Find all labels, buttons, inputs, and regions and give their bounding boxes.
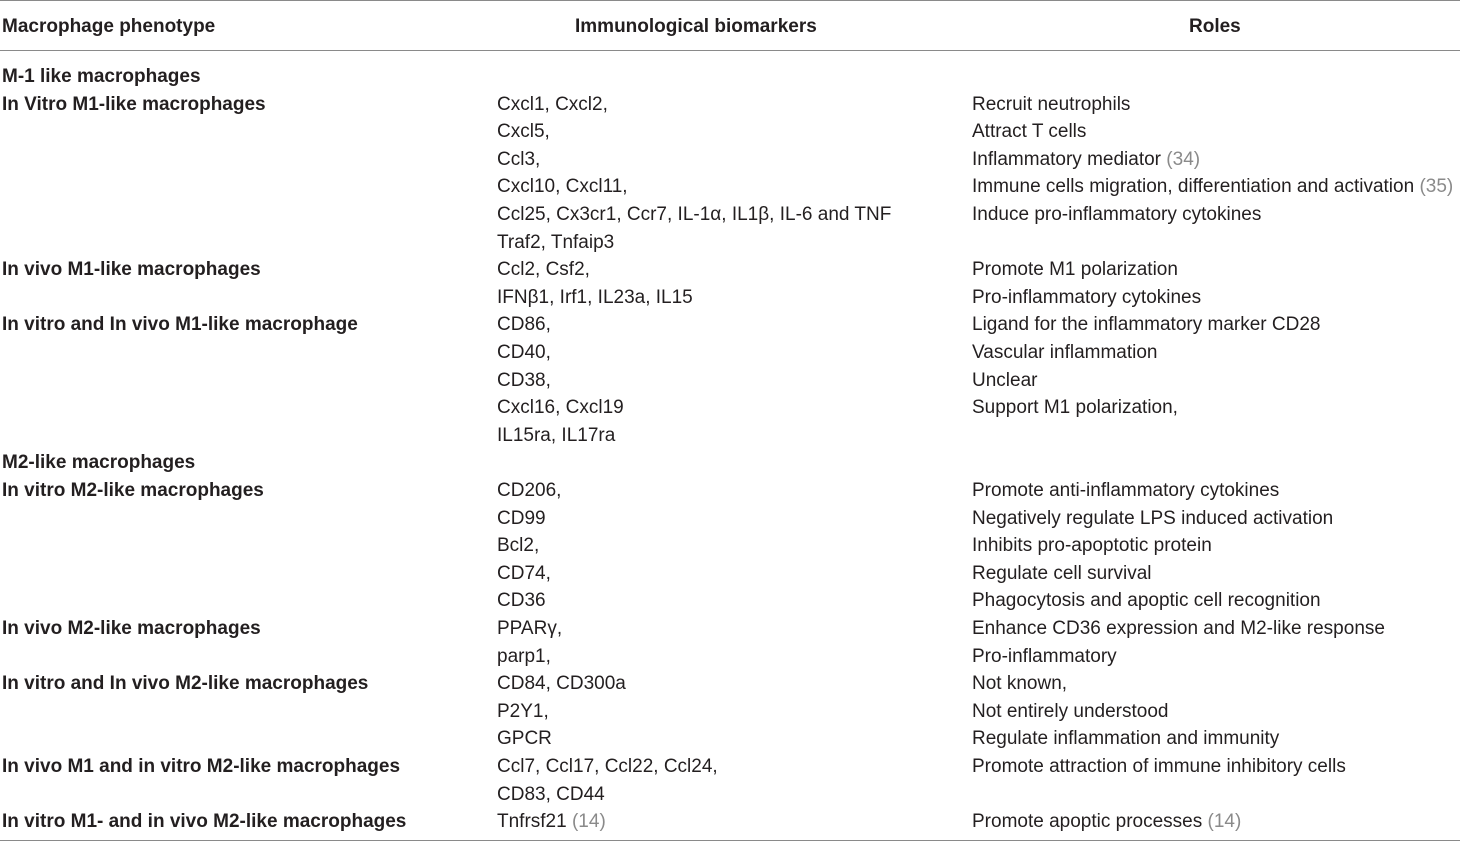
phenotype-cell	[2, 480, 264, 502]
phenotype-cell-text: In vitro M1- and in vivo M2-like macrophages	[2, 811, 407, 832]
role-cell-text: Regulate cell survival	[972, 563, 1152, 584]
role-reference-link[interactable]: (35)	[1414, 176, 1454, 197]
biomarker-cell	[497, 618, 562, 640]
role-cell	[972, 314, 1320, 336]
biomarker-cell	[497, 784, 605, 806]
role-cell	[972, 618, 1385, 640]
biomarker-cell	[497, 314, 551, 336]
role-cell-text: Ligand for the inflammatory marker CD28	[972, 314, 1321, 335]
role-cell	[972, 342, 1158, 364]
role-cell-text: Immune cells migration, differentiation and activation	[972, 176, 1415, 197]
role-cell	[972, 728, 1279, 750]
phenotype-cell	[2, 452, 195, 474]
biomarker-cell-text: GPCR	[497, 728, 552, 749]
phenotype-cell-text: In vitro and In vivo M1-like macrophage	[2, 314, 358, 335]
role-cell	[972, 508, 1333, 530]
biomarker-cell-text: Cxcl1, Cxcl2,	[497, 94, 608, 115]
role-cell-text: Promote anti-inflammatory cytokines	[972, 480, 1280, 501]
role-cell-text: Recruit neutrophils	[972, 94, 1131, 115]
biomarker-cell	[497, 121, 550, 143]
role-cell-text: Promote M1 polarization	[972, 259, 1178, 280]
biomarker-cell	[497, 563, 551, 585]
phenotype-cell-text: In vivo M1 and in vitro M2-like macrophages	[2, 756, 401, 777]
table-bottom-rule	[0, 840, 1460, 841]
role-cell-text: Support M1 polarization,	[972, 397, 1178, 418]
biomarker-cell	[497, 149, 540, 171]
biomarker-cell-text: Ccl25, Cx3cr1, Ccr7, IL-1α, IL1β, IL-6 and TNF	[497, 204, 892, 225]
biomarker-cell	[497, 259, 590, 281]
role-reference-link[interactable]: (14)	[1202, 811, 1242, 832]
role-cell-text: Regulate inflammation and immunity	[972, 728, 1280, 749]
role-cell	[972, 756, 1346, 778]
role-cell	[972, 673, 1067, 695]
role-cell-text: Pro-inflammatory cytokines	[972, 287, 1202, 308]
role-cell	[972, 176, 1453, 198]
role-cell	[972, 701, 1168, 723]
biomarker-cell-text: Traf2, Tnfaip3	[497, 232, 615, 253]
header-phenotype: Macrophage phenotype	[2, 16, 216, 37]
role-cell	[972, 646, 1117, 668]
role-cell-text: Unclear	[972, 370, 1038, 391]
phenotype-cell-text: M2-like macrophages	[2, 452, 196, 473]
biomarker-cell	[497, 811, 606, 833]
role-cell-text: Induce pro-inflammatory cytokines	[972, 204, 1262, 225]
phenotype-cell-text: In vitro and In vivo M2-like macrophages	[2, 673, 369, 694]
biomarker-cell-text: CD36	[497, 590, 546, 611]
biomarker-cell-text: CD40,	[497, 342, 551, 363]
role-cell	[972, 94, 1130, 116]
biomarker-cell-text: Tnfrsf21	[497, 811, 567, 832]
biomarker-cell	[497, 370, 551, 392]
table-top-rule	[0, 0, 1460, 1]
phenotype-cell	[2, 811, 406, 833]
biomarker-cell-text: PPARγ,	[497, 618, 563, 639]
biomarker-cell-text: CD206,	[497, 480, 562, 501]
role-cell	[972, 370, 1037, 392]
phenotype-cell	[2, 673, 368, 695]
biomarker-cell-text: IL15ra, IL17ra	[497, 425, 616, 446]
role-cell-text: Vascular inflammation	[972, 342, 1158, 363]
biomarker-cell	[497, 176, 628, 198]
role-reference-link[interactable]: (34)	[1161, 149, 1201, 170]
biomarker-cell-text: CD99	[497, 508, 546, 529]
role-cell-text: Promote apoptic processes	[972, 811, 1203, 832]
role-cell	[972, 590, 1321, 612]
biomarker-cell	[497, 673, 626, 695]
biomarker-cell	[497, 535, 539, 557]
role-cell	[972, 259, 1178, 281]
biomarker-cell	[497, 646, 551, 668]
biomarker-cell-text: CD74,	[497, 563, 551, 584]
biomarker-cell	[497, 397, 624, 419]
biomarker-cell	[497, 287, 693, 309]
role-cell	[972, 287, 1201, 309]
phenotype-cell-text: M-1 like macrophages	[2, 66, 201, 87]
role-cell	[972, 397, 1178, 419]
biomarker-cell-text: Cxcl16, Cxcl19	[497, 397, 624, 418]
phenotype-cell	[2, 66, 201, 88]
role-cell-text: Phagocytosis and apoptic cell recognition	[972, 590, 1321, 611]
role-cell	[972, 480, 1279, 502]
role-cell	[972, 811, 1241, 833]
role-cell	[972, 204, 1261, 226]
phenotype-cell	[2, 259, 261, 281]
role-cell	[972, 121, 1086, 143]
role-cell-text: Promote attraction of immune inhibitory cells	[972, 756, 1346, 777]
phenotype-cell-text: In Vitro M1-like macrophages	[2, 94, 266, 115]
role-cell-text: Enhance CD36 expression and M2-like response	[972, 618, 1385, 639]
header-roles: Roles	[1189, 16, 1241, 37]
phenotype-cell	[2, 314, 358, 336]
header-biomarkers: Immunological biomarkers	[575, 16, 817, 37]
biomarker-cell	[497, 204, 891, 226]
phenotype-cell-text: In vivo M2-like macrophages	[2, 618, 261, 639]
biomarker-cell-text: Cxcl5,	[497, 121, 550, 142]
role-cell-text: Not known,	[972, 673, 1068, 694]
biomarker-cell	[497, 480, 561, 502]
biomarker-cell-text: parp1,	[497, 646, 551, 667]
biomarker-cell	[497, 590, 546, 612]
biomarker-reference-link[interactable]: (14)	[566, 811, 606, 832]
biomarker-cell	[497, 701, 549, 723]
biomarker-cell-text: Ccl3,	[497, 149, 541, 170]
biomarker-cell	[497, 342, 551, 364]
biomarker-cell	[497, 728, 552, 750]
biomarker-cell-text: CD83, CD44	[497, 784, 605, 805]
phenotype-cell	[2, 756, 400, 778]
biomarker-cell-text: CD84, CD300a	[497, 673, 626, 694]
biomarker-cell-text: CD86,	[497, 314, 551, 335]
biomarker-cell	[497, 756, 718, 778]
biomarker-cell-text: Bcl2,	[497, 535, 540, 556]
biomarker-cell	[497, 425, 615, 447]
role-cell-text: Not entirely understood	[972, 701, 1169, 722]
phenotype-cell-text: In vitro M2-like macrophages	[2, 480, 264, 501]
biomarker-cell	[497, 232, 614, 254]
phenotype-cell	[2, 618, 261, 640]
header-rule	[0, 50, 1460, 51]
biomarker-cell	[497, 508, 546, 530]
biomarker-cell-text: Ccl2, Csf2,	[497, 259, 590, 280]
biomarker-cell-text: P2Y1,	[497, 701, 549, 722]
biomarker-cell-text: Cxcl10, Cxcl11,	[497, 176, 628, 197]
role-cell-text: Negatively regulate LPS induced activation	[972, 508, 1334, 529]
role-cell	[972, 563, 1152, 585]
role-cell-text: Pro-inflammatory	[972, 646, 1117, 667]
biomarker-cell-text: Ccl7, Ccl17, Ccl22, Ccl24,	[497, 756, 718, 777]
biomarker-cell-text: CD38,	[497, 370, 551, 391]
role-cell	[972, 149, 1200, 171]
role-cell-text: Inflammatory mediator	[972, 149, 1162, 170]
biomarker-cell-text: IFNβ1, Irf1, IL23a, IL15	[497, 287, 693, 308]
role-cell	[972, 535, 1212, 557]
phenotype-cell-text: In vivo M1-like macrophages	[2, 259, 261, 280]
phenotype-cell	[2, 94, 266, 116]
role-cell-text: Inhibits pro-apoptotic protein	[972, 535, 1212, 556]
role-cell-text: Attract T cells	[972, 121, 1087, 142]
biomarker-cell	[497, 94, 608, 116]
